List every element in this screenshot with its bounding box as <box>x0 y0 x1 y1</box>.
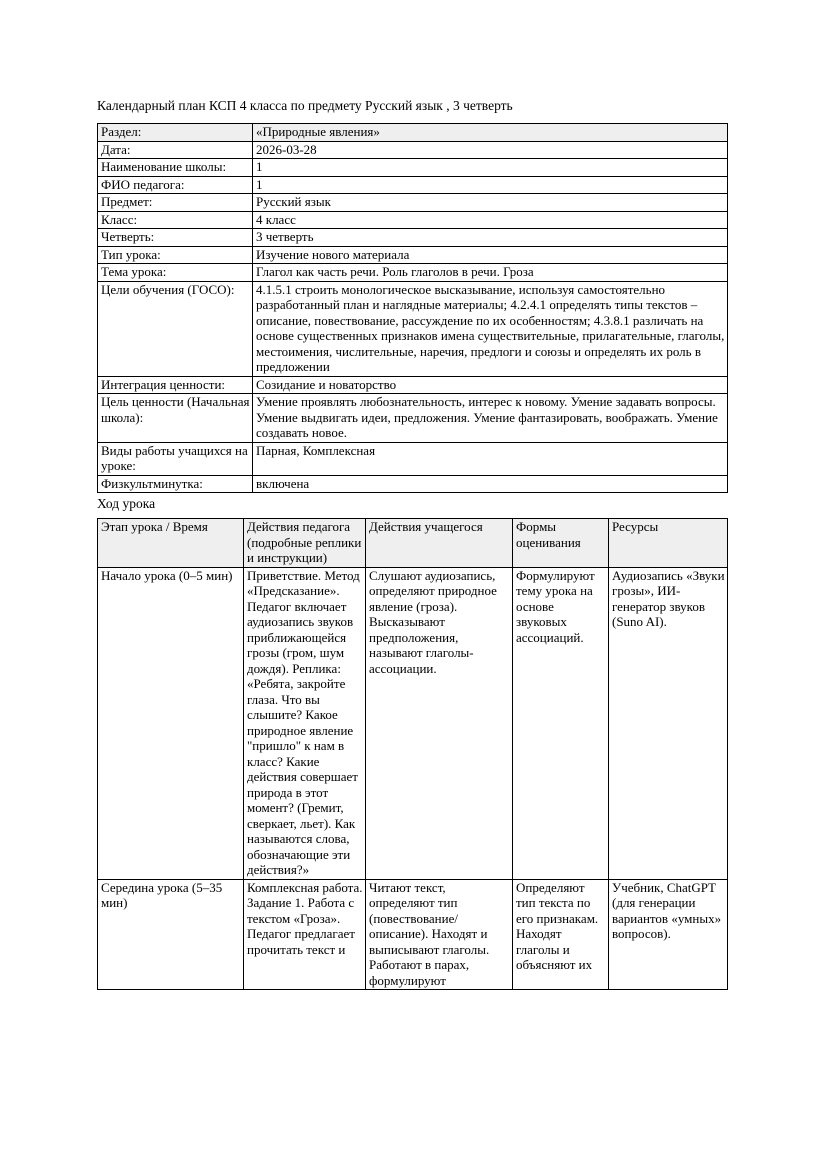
info-value-cell: 4.1.5.1 строить монологическое высказывание, используя самостоятельно разработанный план и наглядные материалы; 4.2.4.1 определять типы текстов – описание, повествование, рассуждение по их особенностям; 4.3.8.1 различать на основе существенных признаков имена существительные, прилагательные, глаголы, местоимения, числительные, наречия, предлоги и союзы и определять их роль в предложении <box>253 281 728 376</box>
stage-cell: Начало урока (0–5 мин) <box>98 567 244 879</box>
info-value-cell: Изучение нового материала <box>253 246 728 264</box>
table-row <box>98 475 728 493</box>
header-row <box>98 519 728 568</box>
info-label-cell: Цель ценности (Начальная школа): <box>98 394 253 443</box>
table-row <box>98 229 728 247</box>
info-value-cell: включена <box>253 475 728 493</box>
table-row <box>98 194 728 212</box>
info-value-cell: 1 <box>253 159 728 177</box>
student-actions-cell: Слушают аудиозапись, определяют природное явление (гроза). Высказывают предположения, называют глаголы-ассоциации. <box>366 567 513 879</box>
table-row <box>98 211 728 229</box>
table-row <box>98 442 728 475</box>
info-value-cell: 4 класс <box>253 211 728 229</box>
info-value-cell: 3 четверть <box>253 229 728 247</box>
info-value-cell: Русский язык <box>253 194 728 212</box>
info-label-cell: Тема урока: <box>98 264 253 282</box>
student-actions-cell: Читают текст, определяют тип (повествование/описание). Находят и выписывают глаголы. Работают в парах, формулируют <box>366 879 513 990</box>
header-cell-teacher-actions: Действия педагога (подробные реплики и инструкции) <box>244 519 366 568</box>
teacher-actions-cell: Приветствие. Метод «Предсказание». Педагог включает аудиозапись звуков приближающейся грозы (гром, шум дождя). Реплика: «Ребята, закройте глаза. Что вы слышите? Какое природное явление "пришло" к нам в класс? Какие действия совершает природа в этот момент? (Гремит, сверкает, льет). Как называются слова, обозначающие эти действия?» <box>244 567 366 879</box>
document-title: Календарный план КСП 4 класса по предмету Русский язык , 3 четверть <box>97 98 513 113</box>
lesson-table <box>97 518 728 990</box>
info-label-cell: Виды работы учащихся на уроке: <box>98 442 253 475</box>
info-label-cell: Цели обучения (ГОСО): <box>98 281 253 376</box>
info-label-cell: Тип урока: <box>98 246 253 264</box>
info-label-cell: Дата: <box>98 141 253 159</box>
info-value-cell: Глагол как часть речи. Роль глаголов в речи. Гроза <box>253 264 728 282</box>
info-label-cell: Предмет: <box>98 194 253 212</box>
info-value-cell: «Природные явления» <box>253 124 728 142</box>
header-cell-student-actions: Действия учащегося <box>366 519 513 568</box>
stage-cell: Середина урока (5–35 мин) <box>98 879 244 990</box>
section-heading: Ход урока <box>97 496 156 511</box>
table-row <box>98 281 728 376</box>
table-row <box>98 141 728 159</box>
info-label-cell: Класс: <box>98 211 253 229</box>
info-label-cell: Интеграция ценности: <box>98 376 253 394</box>
info-label-cell: ФИО педагога: <box>98 176 253 194</box>
table-row <box>98 124 728 142</box>
table-row <box>98 394 728 443</box>
teacher-actions-cell: Комплексная работа. Задание 1. Работа с текстом «Гроза». Педагог предлагает прочитать текст и <box>244 879 366 990</box>
table-row <box>98 159 728 177</box>
table-row <box>98 246 728 264</box>
info-label-cell: Физкультминутка: <box>98 475 253 493</box>
resources-cell: Аудиозапись «Звуки грозы», ИИ-генератор звуков (Suno AI). <box>609 567 728 879</box>
table-row <box>98 879 728 990</box>
header-cell-resources: Ресурсы <box>609 519 728 568</box>
info-label-cell: Наименование школы: <box>98 159 253 177</box>
assessment-cell: Определяют тип текста по его признакам. Находят глаголы и объясняют их <box>513 879 609 990</box>
info-value-cell: 1 <box>253 176 728 194</box>
table-row <box>98 264 728 282</box>
info-value-cell: Созидание и новаторство <box>253 376 728 394</box>
table-row <box>98 176 728 194</box>
table-row <box>98 376 728 394</box>
document-content <box>97 0 729 990</box>
assessment-cell: Формулируют тему урока на основе звуковых ассоциаций. <box>513 567 609 879</box>
info-value-cell: 2026-03-28 <box>253 141 728 159</box>
header-cell-stage: Этап урока / Время <box>98 519 244 568</box>
info-label-cell: Раздел: <box>98 124 253 142</box>
info-value-cell: Парная, Комплексная <box>253 442 728 475</box>
info-value-cell: Умение проявлять любознательность, интерес к новому. Умение задавать вопросы. Умение выдвигать идеи, предложения. Умение фантазировать, воображать. Умение создавать новое. <box>253 394 728 443</box>
info-label-cell: Четверть: <box>98 229 253 247</box>
header-cell-assessment: Формы оценивания <box>513 519 609 568</box>
table-row <box>98 567 728 879</box>
info-table <box>97 123 728 493</box>
resources-cell: Учебник, ChatGPT (для генерации вариантов «умных» вопросов). <box>609 879 728 990</box>
